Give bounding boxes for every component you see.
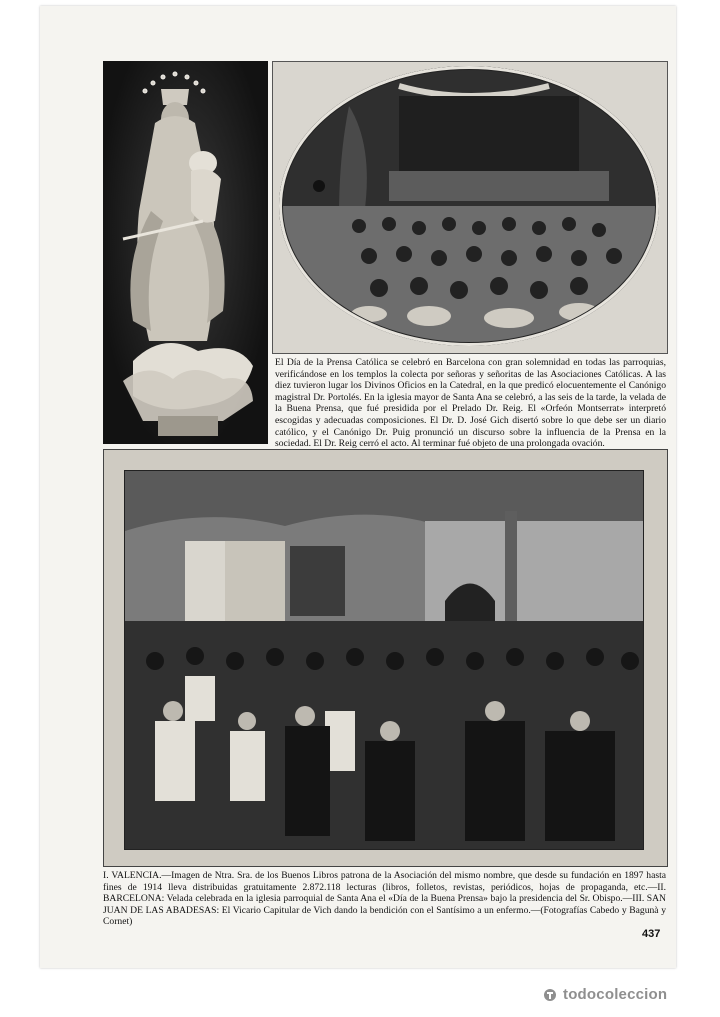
hall-audience-illustration xyxy=(279,66,659,346)
caption-photo-credits: I. VALENCIA.—Imagen de Ntra. Sra. de los Buenos Libros patrona de la Asociación del mismo nombre, que desde su fundación en 1897 hasta fines de 1914 lleva distribuidas gratuitamente 2.872.118 lecturas (libros, folletos, revistas, periódicos, hojas de propaganda, etc.—II. BARCELONA: Velada celebrada en la iglesia parroquial de Santa Ana el «Día de la Buena Prensa» bajo la presidencia del Sr. Obispo.—III. SAN JUAN DE LAS ABADESAS: El Vicario Capitular de Vich dando la bendición con el Santísimo a un enfermo.—(Fotografías Cabedo y Bagunà y Cornet) xyxy=(103,870,666,928)
watermark xyxy=(543,986,667,1003)
caption-prensa-catolica: El Día de la Prensa Católica se celebró en Barcelona con gran solemnidad en todas las parroquias, verificándose en los templos la colecta por señoras y señoritas de las Asociaciones Católicas. A las diez tuvieron lugar los Divinos Oficios en la Catedral, en la que predicó elocuentemente el Canónigo magistral Dr. Portolés. En la iglesia mayor de Santa Ana se celebró, a las seis de la tarde, la velada de la Buena Prensa, que fué presidida por el Prelado Dr. Reig. El «Orfeón Montserrat» interpretó escogidas y adecuadas composiciones. El Dr. D. José Gich disertó sobre lo que debe ser un diario católico, y el Canónigo Dr. Puig pronunció un discurso sobre la influencia de la Prensa en la sociedad. El Dr. Reig cerró el acto. Al terminar fué objeto de una prolongada ovación. xyxy=(275,357,666,450)
photo-velada-hall xyxy=(272,61,668,354)
procession-illustration xyxy=(125,471,643,849)
statue-illustration xyxy=(103,61,268,444)
oval-photo-frame xyxy=(279,66,659,346)
photo-virgin-statue xyxy=(103,61,268,444)
todocoleccion-logo-icon xyxy=(543,988,557,1002)
procession-image xyxy=(124,470,644,850)
page-number: 437 xyxy=(642,928,661,940)
watermark-text: todocoleccion xyxy=(563,986,668,1003)
photo-san-juan-abadesas xyxy=(103,449,668,867)
